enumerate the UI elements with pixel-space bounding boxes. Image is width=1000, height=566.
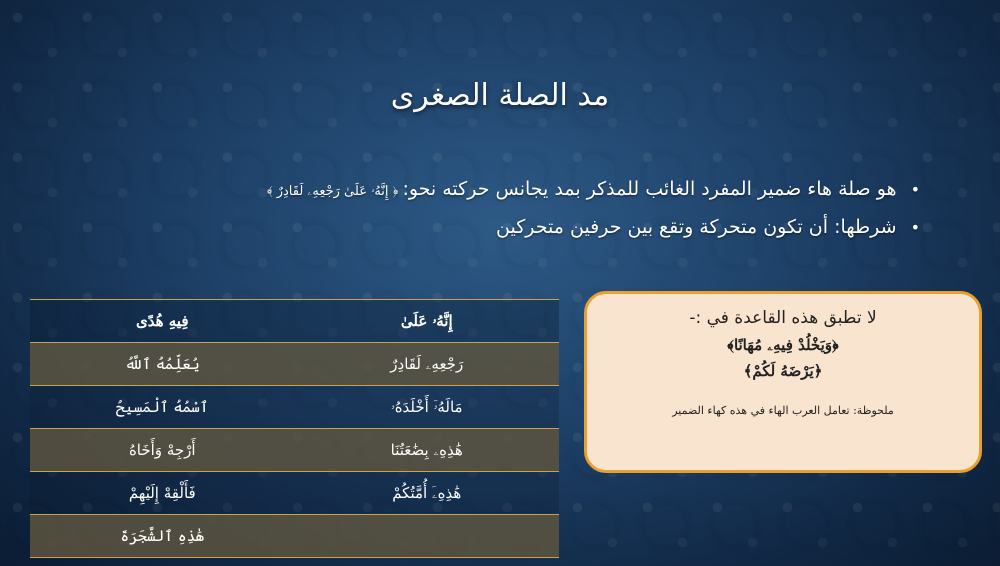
examples-table <box>30 299 559 558</box>
table-cell: هَٰذِهِ ٱلشَّجَرَةَ <box>30 515 295 558</box>
table-cell: مَالَهُۥٓ أَخْلَدَهُۥ <box>295 386 560 429</box>
note-quote: ﴿يَرْضَهُ لَكُمْ﴾ <box>743 362 823 380</box>
table-cell <box>295 515 560 558</box>
table-cell: رَجْعِهِۦ لَقَادِرٌ <box>295 343 560 386</box>
table-cell: هَٰذِهِۦ بِضَٰعَتُنَا <box>295 429 560 472</box>
table-header-row <box>30 300 559 343</box>
table-cell: ٱسْمُهُ ٱلْمَسِيحُ <box>30 386 295 429</box>
slide-title: مد الصلة الصغرى <box>390 78 610 113</box>
bullet-item-definition <box>160 178 920 200</box>
note-quote: ﴿وَيَخْلُدْ فِيهِۦ مُهَانًا﴾ <box>727 336 839 354</box>
table-row <box>30 472 559 515</box>
note-remark: ملحوظة: تعامل العرب الهاء في هذه كهاء الضمير <box>672 404 894 417</box>
table-cell: يُعَلِّمُهُ ٱللَّهُ <box>30 343 295 386</box>
note-heading: لا تطبق هذه القاعدة في :- <box>689 308 877 328</box>
table-row <box>30 429 559 472</box>
bullet-text: هو صلة هاء ضمير المفرد الغائب للمذكر بمد يجانس حركته نحو: <box>402 178 897 200</box>
table-row <box>30 386 559 429</box>
bullet-item-condition <box>160 216 920 238</box>
table-header-cell: إِنَّهُۥ عَلَىٰ <box>295 300 560 343</box>
bullet-icon: • <box>910 218 920 237</box>
bullet-verse: ﴿ إِنَّهُۥ عَلَىٰ رَجْعِهِۦ لَقَادِرٌ ﴾ <box>266 184 399 199</box>
bullet-text: شرطها: أن تكون متحركة وتقع بين حرفين متحركين <box>496 216 897 238</box>
exception-note-box <box>584 291 982 473</box>
table-cell: هَٰذِهِۦٓ أُمَّتُكُمْ <box>295 472 560 515</box>
table-row <box>30 515 559 558</box>
table-row <box>30 343 559 386</box>
bullet-icon: • <box>910 180 920 199</box>
bullet-list <box>160 178 920 254</box>
table-header-cell: فِيهِ هُدًى <box>30 300 295 343</box>
table-cell: أَرْجِهْ وَأَخَاهُ <box>30 429 295 472</box>
table-cell: فَأَلْقِهْ إِلَيْهِمْ <box>30 472 295 515</box>
